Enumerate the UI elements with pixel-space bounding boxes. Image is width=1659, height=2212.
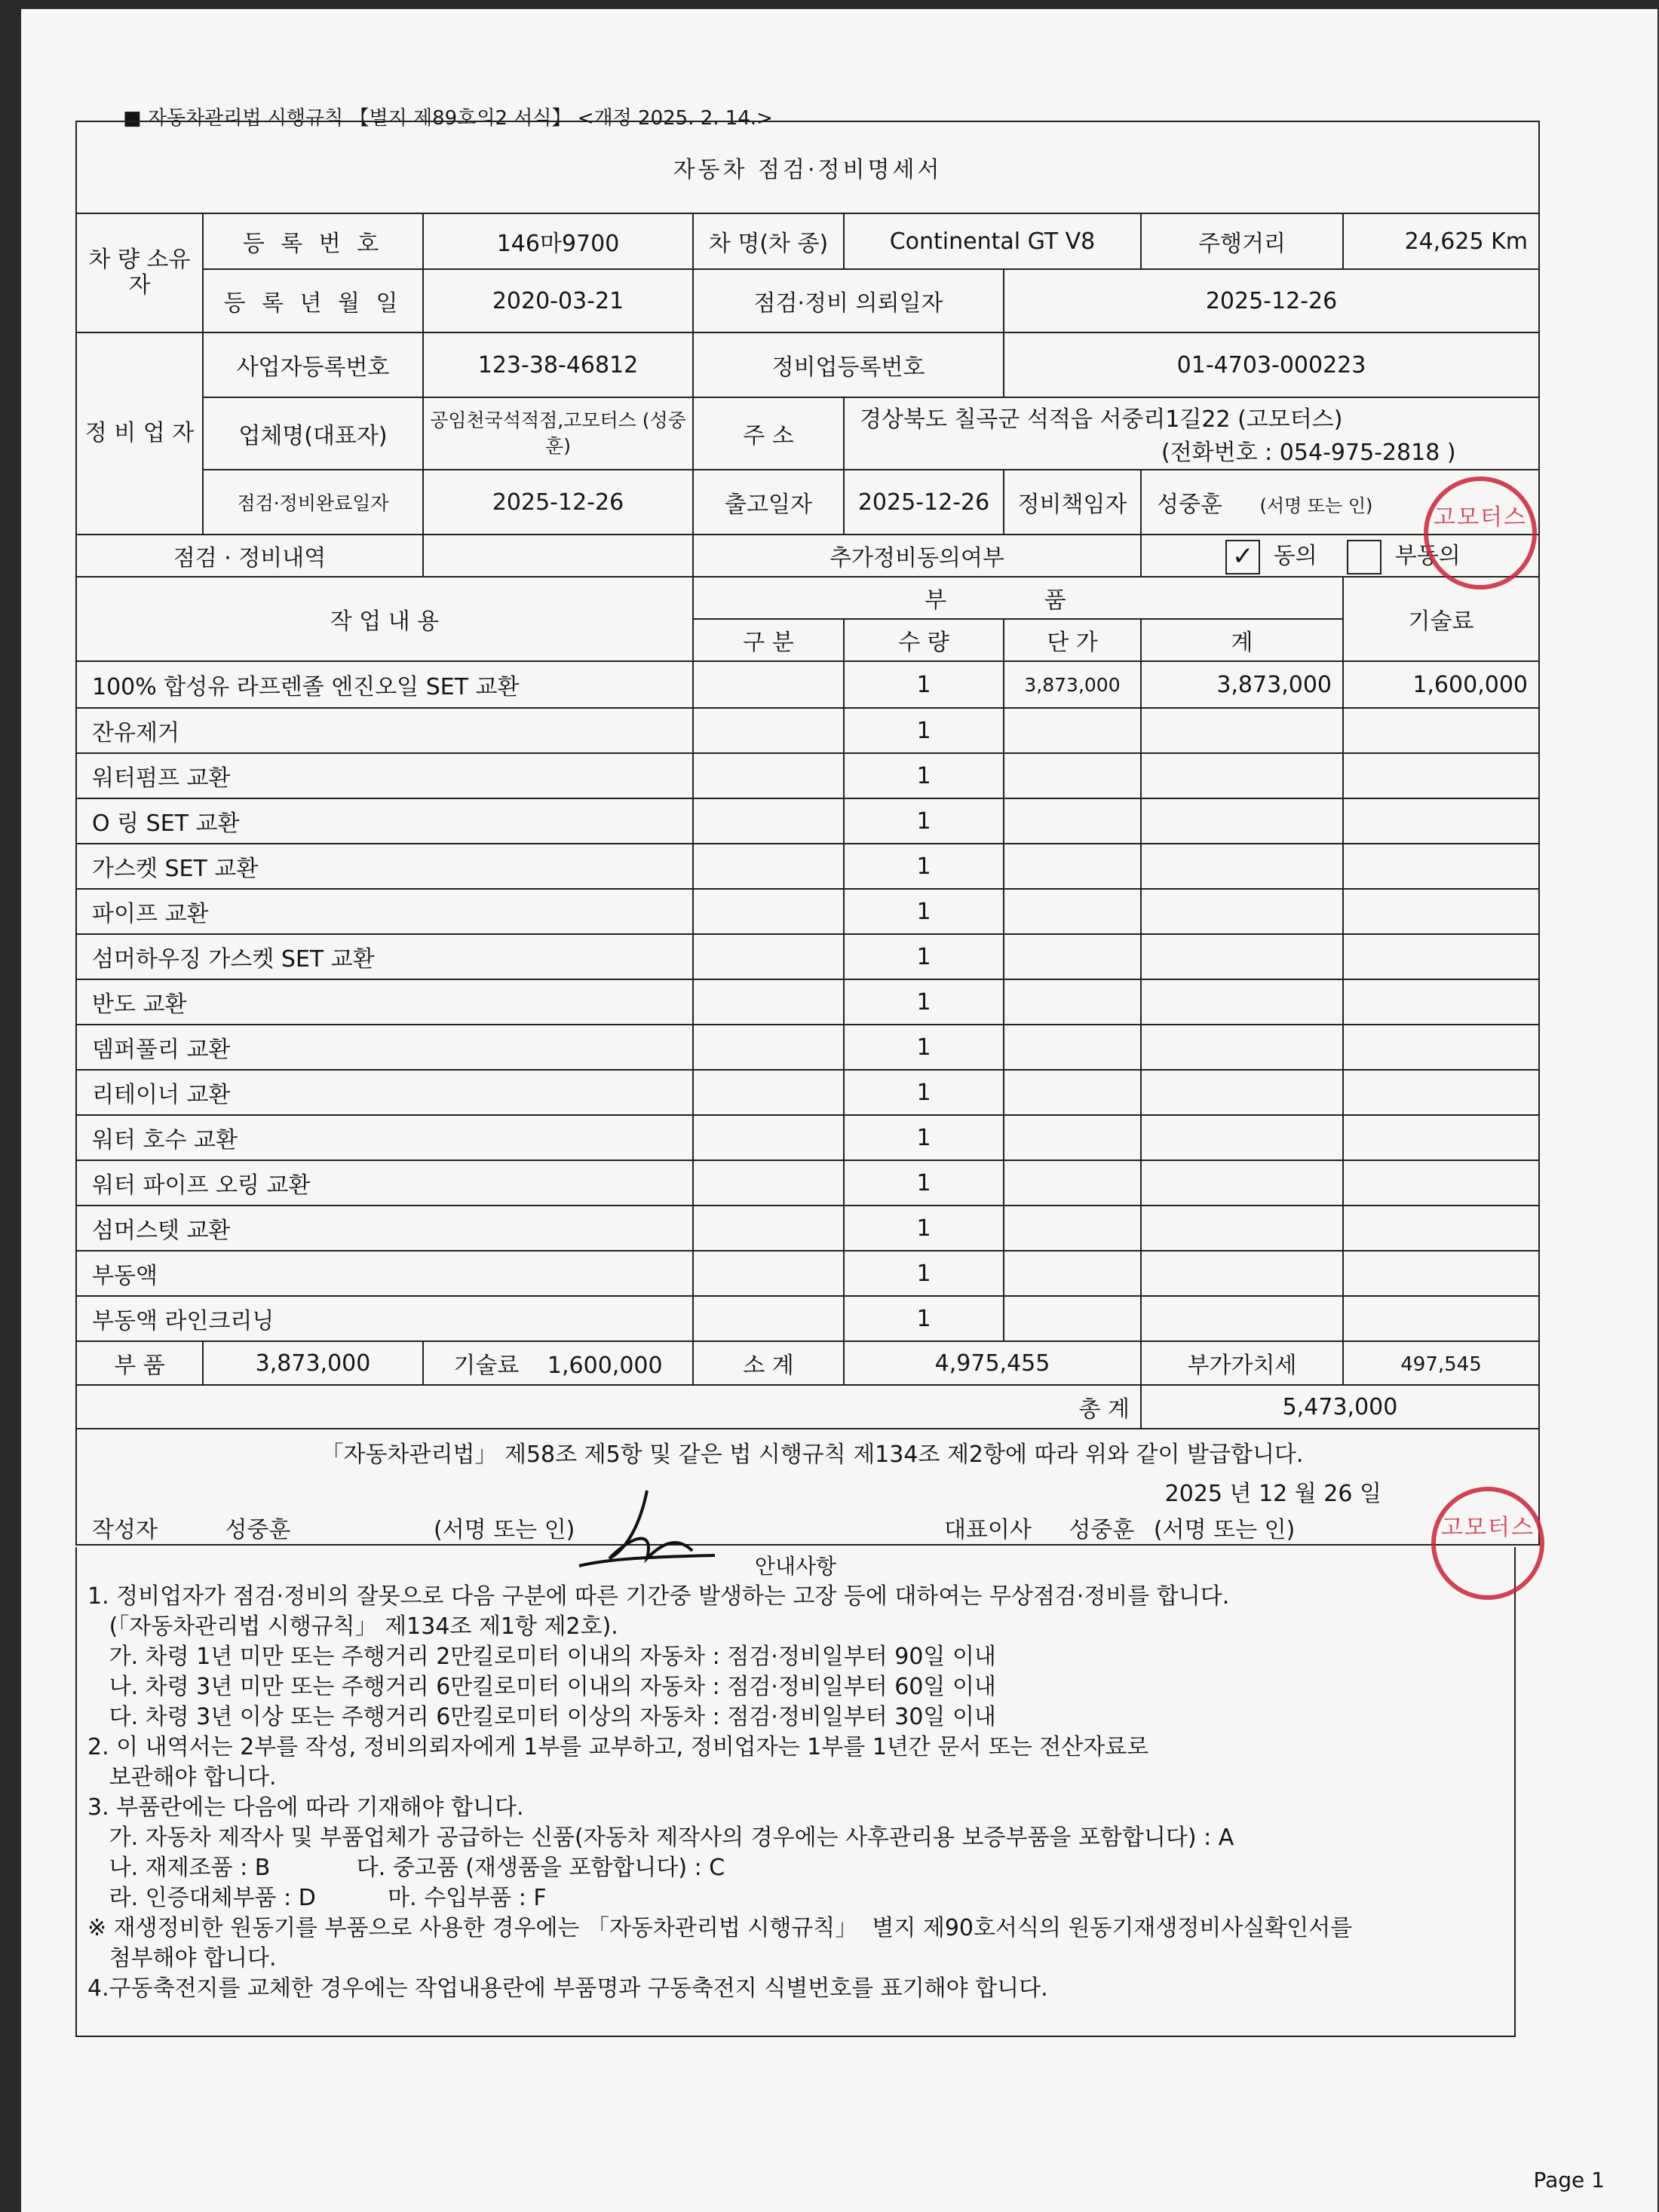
table-row (76, 708, 1539, 753)
work-item: 파이프 교환 (76, 889, 693, 934)
work-item: 워터 호수 교환 (76, 1115, 693, 1160)
part-type (693, 889, 844, 934)
vat-label: 부가가치세 (1187, 1353, 1297, 1379)
part-unit-price: 3,873,000 (1004, 661, 1141, 708)
reg-no-value: 146마9700 (423, 213, 693, 269)
part-qty: 1 (844, 1296, 1004, 1341)
part-total (1141, 979, 1343, 1025)
notice-line: 다. 차령 3년 이상 또는 주행거리 6만킬로미터 이상의 자동차 : 점검·정비일부터 30일 이내 (87, 1704, 996, 1730)
subtotal-value: 4,975,455 (844, 1341, 1141, 1385)
part-unit-price (1004, 1296, 1141, 1341)
part-qty: 1 (844, 889, 1004, 934)
biz-no-label: 사업자등록번호 (203, 332, 423, 397)
tech-fee (1343, 1160, 1539, 1206)
handwritten-signature (564, 1483, 730, 1581)
part-qty: 1 (844, 798, 1004, 844)
work-label: 작 업 내 용 (76, 577, 693, 661)
tech-fee (1343, 1025, 1539, 1070)
notice-line: (「자동차관리법 시행규칙」 제134조 제1항 제2호). (87, 1613, 618, 1640)
release-label: 출고일자 (693, 470, 844, 535)
writer-label: 작성자 (92, 1517, 158, 1543)
total-fee-cell (423, 1341, 693, 1385)
reg-no-label: 등 록 번 호 (203, 213, 423, 269)
work-item: O 링 SET 교환 (76, 798, 693, 844)
notice-line: 라. 인증대체부품 : D 마. 수입부품 : F (87, 1885, 547, 1911)
col-qty: 수 량 (844, 619, 1004, 661)
mileage-value: 24,625 Km (1343, 213, 1539, 269)
part-type (693, 844, 844, 889)
part-unit-price (1004, 979, 1141, 1025)
part-type (693, 661, 844, 708)
tech-fee (1343, 798, 1539, 844)
notice-line: ※ 재생정비한 원동기를 부품으로 사용한 경우에는 「자동차관리법 시행규칙」 별지 제90호서식의 원동기재생정비사실확인서를 (87, 1915, 1353, 1941)
manager-value: 성중훈 (1157, 492, 1222, 518)
writer-name: 성중훈 (225, 1517, 291, 1543)
part-qty: 1 (844, 1160, 1004, 1206)
signers (92, 1511, 1532, 1544)
tech-fee: 1,600,000 (1343, 661, 1539, 708)
shop-name-value: 공임천국석적점,고모터스 (성중훈) (423, 397, 693, 470)
tech-fee (1343, 708, 1539, 753)
vat-cell (1141, 1341, 1343, 1385)
ceo-sign: (서명 또는 인) (1153, 1517, 1296, 1543)
tech-fee (1343, 979, 1539, 1025)
tech-fee (1343, 1115, 1539, 1160)
tech-fee-label: 기술료 (1343, 577, 1539, 661)
notice-line: 4.구동축전지를 교체한 경우에는 작업내용란에 부품명과 구동축전지 식별번호를 표기해야 합니다. (87, 1975, 1048, 2002)
part-type (693, 1296, 844, 1341)
biz-no-value: 123-38-46812 (423, 332, 693, 397)
request-date-label: 점검·정비 의뢰일자 (693, 269, 1004, 332)
part-type (693, 1206, 844, 1251)
table-row (76, 889, 1539, 934)
part-total (1141, 1206, 1343, 1251)
notice-line: 가. 자동차 제작사 및 부품업체가 공급하는 신품(자동차 제작사의 경우에는 사후관리용 보증부품을 포함합니다) : A (87, 1824, 1234, 1851)
shop-reg-label: 정비업등록번호 (693, 332, 1004, 397)
part-unit-price (1004, 1115, 1141, 1160)
table-row (76, 753, 1539, 798)
part-total (1141, 798, 1343, 844)
notice-section (75, 1547, 1516, 2037)
part-qty: 1 (844, 844, 1004, 889)
manager-sign-label: (서명 또는 인) (1259, 495, 1373, 516)
work-item: 섬머하우징 가스켓 SET 교환 (76, 934, 693, 979)
form-title: 자동차 점검·정비명세서 (76, 121, 1539, 213)
inspection-form-table (75, 121, 1540, 1546)
part-qty: 1 (844, 934, 1004, 979)
part-qty: 1 (844, 1251, 1004, 1296)
details-label: 점검 · 정비내역 (76, 535, 423, 577)
tech-fee (1343, 889, 1539, 934)
col-unit: 단 가 (1004, 619, 1141, 661)
part-qty: 1 (844, 1115, 1004, 1160)
col-type: 구 분 (693, 619, 844, 661)
complete-date-label: 점검·정비완료일자 (203, 470, 423, 535)
part-unit-price (1004, 934, 1141, 979)
agree-label: 동의 (1273, 543, 1317, 570)
table-row (76, 1070, 1539, 1115)
table-row (76, 1025, 1539, 1070)
model-label: 차 명(차 종) (693, 213, 844, 269)
notice-line: 3. 부품란에는 다음에 따라 기재해야 합니다. (87, 1794, 524, 1821)
part-unit-price (1004, 708, 1141, 753)
ceo-label: 대표이사 (943, 1517, 1032, 1543)
part-total (1141, 1070, 1343, 1115)
work-item: 가스켓 SET 교환 (76, 844, 693, 889)
part-unit-price (1004, 753, 1141, 798)
ceo-name: 성중훈 (1069, 1517, 1135, 1543)
part-total (1141, 708, 1343, 753)
issue-date: 2025 년 12 월 26 일 (1164, 1481, 1381, 1507)
shop-name-label: 업체명(대표자) (203, 397, 423, 470)
notice-line: 가. 차령 1년 미만 또는 주행거리 2만킬로미터 이내의 자동차 : 점검·정비일부터 90일 이내 (87, 1644, 996, 1670)
part-type (693, 708, 844, 753)
col-total: 계 (1141, 619, 1343, 661)
reg-date-value: 2020-03-21 (423, 269, 693, 332)
notice-line: 나. 재제조품 : B 다. 중고품 (재생품을 포함합니다) : C (87, 1855, 725, 1881)
part-qty: 1 (844, 1025, 1004, 1070)
tech-fee (1343, 1296, 1539, 1341)
part-total: 3,873,000 (1141, 661, 1343, 708)
details-blank (423, 535, 693, 577)
grand-total-value: 5,473,000 (1141, 1385, 1539, 1429)
document-page (21, 9, 1657, 2212)
part-unit-price (1004, 798, 1141, 844)
subtotal-label: 소 계 (693, 1341, 844, 1385)
part-unit-price (1004, 1251, 1141, 1296)
notice-line: 2. 이 내역서는 2부를 작성, 정비의뢰자에게 1부를 교부하고, 정비업자는 1부를 1년간 문서 또는 전산자료로 (87, 1734, 1149, 1760)
disagree-label: 부동의 (1394, 543, 1461, 570)
part-unit-price (1004, 889, 1141, 934)
address-cell (844, 397, 1539, 470)
grand-cell (1343, 1341, 1539, 1385)
agree-checkbox[interactable]: ✓ (1225, 540, 1260, 574)
work-item: 부동액 라인크리닝 (76, 1296, 693, 1341)
reg-date-label: 등 록 년 월 일 (203, 269, 423, 332)
mileage-label: 주행거리 (1141, 213, 1343, 269)
work-item: 섬머스텟 교환 (76, 1206, 693, 1251)
notice-line: 1. 정비업자가 점검·정비의 잘못으로 다음 구분에 따른 기간중 발생하는 고장 등에 대하여는 무상점검·정비를 합니다. (87, 1583, 1230, 1610)
part-total (1141, 753, 1343, 798)
tech-fee (1343, 844, 1539, 889)
tech-fee (1343, 1070, 1539, 1115)
part-total (1141, 934, 1343, 979)
part-type (693, 1251, 844, 1296)
table-row (76, 1160, 1539, 1206)
part-type (693, 934, 844, 979)
part-type (693, 1070, 844, 1115)
part-total (1141, 1160, 1343, 1206)
notice-line: 나. 차령 3년 미만 또는 주행거리 6만킬로미터 이내의 자동차 : 점검·정비일부터 60일 이내 (87, 1674, 996, 1700)
work-item: 워터 파이프 오링 교환 (76, 1160, 693, 1206)
complete-date-value: 2025-12-26 (423, 470, 693, 535)
extra-consent-label: 추가정비동의여부 (693, 535, 1141, 577)
table-row (76, 979, 1539, 1025)
disagree-checkbox[interactable] (1347, 540, 1381, 574)
company-seal-2: 고모터스 (1431, 1487, 1544, 1600)
part-total (1141, 1025, 1343, 1070)
part-type (693, 1025, 844, 1070)
request-date-value: 2025-12-26 (1004, 269, 1539, 332)
part-total (1141, 844, 1343, 889)
table-row (76, 934, 1539, 979)
table-row (76, 844, 1539, 889)
part-total (1141, 1296, 1343, 1341)
part-unit-price (1004, 1160, 1141, 1206)
table-row (76, 1251, 1539, 1296)
total-parts-value: 3,873,000 (203, 1341, 423, 1385)
table-row (76, 1206, 1539, 1251)
part-qty: 1 (844, 661, 1004, 708)
phone-value: (전화번호 : 054-975-2818 ) (1161, 440, 1456, 466)
tech-fee (1343, 934, 1539, 979)
grand-total-label: 총 계 (1078, 1396, 1130, 1423)
vat-value: 497,545 (1400, 1353, 1482, 1376)
part-qty: 1 (844, 1070, 1004, 1115)
notice-line: 첨부해야 합니다. (87, 1945, 277, 1971)
part-type (693, 1160, 844, 1206)
vehicle-owner-label: 차 량 소유자 (76, 213, 203, 332)
part-type (693, 1115, 844, 1160)
table-row (76, 1296, 1539, 1341)
release-value: 2025-12-26 (844, 470, 1004, 535)
work-item: 반도 교환 (76, 979, 693, 1025)
issue-section (76, 1429, 1539, 1545)
company-seal-1: 고모터스 (1424, 476, 1537, 590)
grand-total-label-cell (76, 1385, 1141, 1429)
part-type (693, 798, 844, 844)
work-item: 부동액 (76, 1251, 693, 1296)
work-item: 리테이너 교환 (76, 1070, 693, 1115)
part-qty: 1 (844, 708, 1004, 753)
page-number: Page 1 (1533, 2168, 1605, 2192)
work-item: 워터펌프 교환 (76, 753, 693, 798)
form-header: ■ 자동차관리법 시행규칙 【별지 제89호의2 서식】 <개정 2025. 2. 14.> (123, 107, 773, 130)
part-unit-price (1004, 1206, 1141, 1251)
part-total (1141, 1115, 1343, 1160)
total-fee-value: 1,600,000 (547, 1353, 663, 1379)
tech-fee (1343, 1251, 1539, 1296)
address-label: 주 소 (693, 397, 844, 470)
part-total (1141, 889, 1343, 934)
table-row (76, 1115, 1539, 1160)
item-list (76, 661, 1539, 1341)
part-unit-price (1004, 1025, 1141, 1070)
total-parts-label: 부 품 (76, 1341, 203, 1385)
table-row (76, 661, 1539, 708)
tech-fee (1343, 1206, 1539, 1251)
notice-title: 안내사항 (754, 1554, 837, 1579)
part-unit-price (1004, 1070, 1141, 1115)
manager-label: 정비책임자 (1004, 470, 1141, 535)
work-item: 뎀퍼풀리 교환 (76, 1025, 693, 1070)
part-qty: 1 (844, 1206, 1004, 1251)
total-fee-label: 기술료 (453, 1353, 520, 1379)
work-item: 100% 합성유 라프렌졸 엔진오일 SET 교환 (76, 661, 693, 708)
model-value: Continental GT V8 (844, 213, 1141, 269)
table-row (76, 798, 1539, 844)
part-qty: 1 (844, 753, 1004, 798)
part-total (1141, 1251, 1343, 1296)
work-item: 잔유제거 (76, 708, 693, 753)
part-type (693, 753, 844, 798)
address-value: 경상북도 칠곡군 석적읍 서중리1길22 (고모터스) (860, 406, 1343, 433)
part-unit-price (1004, 844, 1141, 889)
tech-fee (1343, 753, 1539, 798)
writer-sign: (서명 또는 인) (434, 1517, 575, 1543)
parts-label: 부 품 (693, 577, 1343, 619)
repairer-label: 정 비 업 자 (76, 332, 203, 535)
part-type (693, 979, 844, 1025)
notice-line: 보관해야 합니다. (87, 1764, 277, 1791)
part-qty: 1 (844, 979, 1004, 1025)
issue-statement: 「자동차관리법」 제58조 제5항 및 같은 법 시행규칙 제134조 제2항에 따라 위와 같이 발급합니다. (320, 1441, 1304, 1468)
shop-reg-value: 01-4703-000223 (1004, 332, 1539, 397)
